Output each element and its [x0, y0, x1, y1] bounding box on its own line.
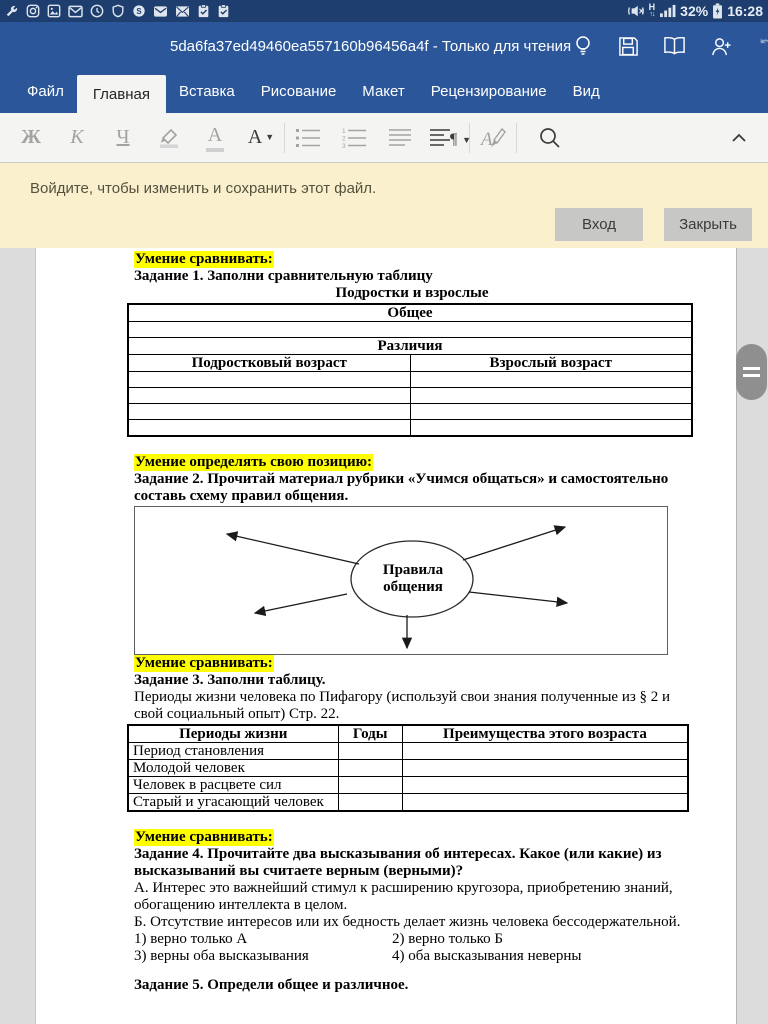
table-row — [128, 743, 688, 760]
tab-view[interactable]: Вид — [572, 83, 600, 100]
svg-text:1: 1 — [342, 127, 346, 135]
diagram-center-label: Правила общения — [382, 562, 444, 595]
table3-header-years: Годы — [338, 725, 402, 743]
table3-row2-label: Молодой человек — [128, 760, 338, 777]
tell-me-lightbulb-button[interactable] — [571, 35, 594, 58]
undo-button[interactable] — [755, 35, 768, 58]
search-button[interactable] — [527, 126, 573, 150]
table3-header-periods: Периоды жизни — [128, 725, 338, 743]
save-button[interactable] — [617, 35, 640, 58]
scrollbar-thumb[interactable] — [736, 344, 767, 400]
table-row — [128, 420, 692, 437]
clipboard-check-icon — [197, 4, 210, 18]
mail-icon — [175, 5, 190, 18]
table-row — [128, 404, 692, 420]
option-1: 1) верно только А — [134, 931, 248, 947]
task3-description: Периоды жизни человека по Пифагору (используй свои знания полученные из § 2 и свой социальный опыт) Стр. 22. — [134, 689, 671, 722]
highlight-color-button[interactable] — [146, 128, 192, 148]
bold-button[interactable]: Ж — [21, 126, 41, 148]
table-row — [128, 372, 692, 388]
ribbon-tab-bar — [0, 70, 768, 113]
svg-text:2: 2 — [342, 135, 346, 142]
task3-title: Задание 3. Заполни таблицу. — [134, 672, 326, 688]
task1-title: Задание 1. Заполни сравнительную таблицу — [134, 268, 433, 284]
underline-button[interactable]: Ч — [116, 126, 130, 148]
task2-title: Задание 2. Прочитай материал рубрики «Учимся общаться» и самостоятельно составь схему правил общения. — [134, 471, 669, 504]
wrench-icon — [5, 4, 19, 18]
table-row — [128, 760, 688, 777]
option-2: 2) верно только Б — [392, 931, 504, 947]
collapse-ribbon-button[interactable] — [716, 133, 762, 143]
vibrate-icon — [627, 4, 645, 18]
share-person-button[interactable] — [709, 35, 732, 58]
bullet-list-button[interactable] — [285, 127, 331, 149]
clipboard-check-icon-2 — [217, 4, 230, 18]
android-status-bar — [0, 0, 768, 22]
table-row — [128, 388, 692, 404]
format-painter-button[interactable] — [470, 126, 516, 150]
status-notification-icons — [5, 4, 230, 18]
svg-text:3: 3 — [342, 142, 346, 149]
task4-title: Задание 4. Прочитайте два высказывания об интересах. Какое (или какие) из высказываний вы считаете верным (верными)? — [134, 846, 662, 879]
table3-row1-label: Период становления — [128, 743, 338, 760]
document-content — [127, 251, 697, 994]
read-mode-book-button[interactable] — [663, 35, 686, 58]
clock-icon — [90, 4, 104, 18]
skill-label-compare-4: Умение сравнивать: — [135, 829, 273, 845]
table3-header-advantages: Преимущества этого возраста — [402, 725, 688, 743]
svg-text:S: S — [136, 7, 142, 17]
shield-icon — [111, 4, 125, 18]
font-menu-button[interactable]: А ▼ — [247, 126, 275, 148]
document-area — [0, 248, 768, 1024]
word-title-bar — [0, 22, 768, 70]
font-color-button[interactable]: А — [192, 124, 238, 152]
sign-in-message: Войдите, чтобы изменить и сохранить этот файл. — [30, 180, 377, 197]
paragraph-formatting-button[interactable]: ¶ ▼ — [423, 127, 469, 149]
clock-label: 16:28 — [727, 3, 763, 19]
table3-row3-label: Человек в расцвете сил — [128, 777, 338, 794]
skill-label-position: Умение определять свою позицию: — [135, 454, 373, 470]
skill-label-compare-3: Умение сравнивать: — [135, 655, 273, 671]
gallery-icon — [47, 4, 61, 18]
sign-in-button[interactable]: Вход — [555, 208, 643, 241]
option-3: 3) верны оба высказывания — [134, 948, 309, 964]
task4-statement-a: А. Интерес это важнейший стимул к расширению кругозора, приобретению знаний, обогащению интеллекта в целом. — [134, 880, 673, 913]
close-banner-button[interactable]: Закрыть — [664, 208, 752, 241]
table1-col1-header: Подростковый возраст — [128, 355, 410, 372]
table1-empty-cell — [128, 322, 692, 338]
task5-title: Задание 5. Определи общее и различное. — [134, 977, 409, 993]
task4-options — [134, 931, 697, 965]
instagram-icon — [26, 4, 40, 18]
skype-icon — [132, 4, 146, 18]
svg-text:¶: ¶ — [450, 130, 458, 148]
signal-strength-icon — [659, 4, 676, 18]
table3-row4-label: Старый и угасающий человек — [128, 794, 338, 812]
document-title: 5da6fa37ed49460ea557160b96456a4f - Только для чтения — [170, 37, 572, 55]
tab-layout[interactable]: Макет — [362, 83, 405, 100]
italic-button[interactable]: К — [70, 126, 84, 148]
life-periods-table — [127, 724, 689, 812]
email-icon — [153, 5, 168, 18]
skill-label-compare-1: Умение сравнивать: — [135, 251, 273, 267]
table-row — [128, 794, 688, 812]
svg-text:А: А — [481, 128, 493, 150]
align-justify-button[interactable] — [377, 127, 423, 149]
option-4: 4) оба высказывания неверны — [392, 948, 582, 964]
network-arrows-icon: ↑↓ — [649, 11, 655, 18]
document-page — [35, 248, 737, 1024]
formatting-toolbar — [0, 113, 768, 163]
sign-in-banner — [0, 163, 768, 248]
tab-insert[interactable]: Вставка — [178, 83, 235, 100]
tab-review[interactable]: Рецензирование — [430, 83, 547, 100]
table1-header-differences: Различия — [128, 338, 692, 355]
gmail-icon — [68, 5, 83, 18]
table1-header-common: Общее — [128, 304, 692, 322]
toolbar-separator — [516, 123, 517, 153]
network-type-label: H — [648, 2, 656, 12]
tab-file[interactable]: Файл — [27, 83, 64, 100]
tab-draw[interactable]: Рисование — [260, 83, 337, 100]
table1-caption: Подростки и взрослые — [335, 285, 489, 301]
battery-percent-label: 32% — [680, 3, 709, 19]
battery-charging-icon — [712, 3, 723, 19]
task4-statement-b: Б. Отсутствие интересов или их бедность делает жизнь человека бессодержательной. — [134, 914, 681, 930]
comparison-table — [127, 303, 693, 437]
communication-rules-diagram — [134, 506, 668, 655]
table-row — [128, 777, 688, 794]
tab-home[interactable]: Главная — [77, 75, 166, 113]
table1-col2-header: Взрослый возраст — [410, 355, 692, 372]
numbered-list-button[interactable] — [331, 127, 377, 149]
network-type-indicator — [649, 4, 656, 18]
